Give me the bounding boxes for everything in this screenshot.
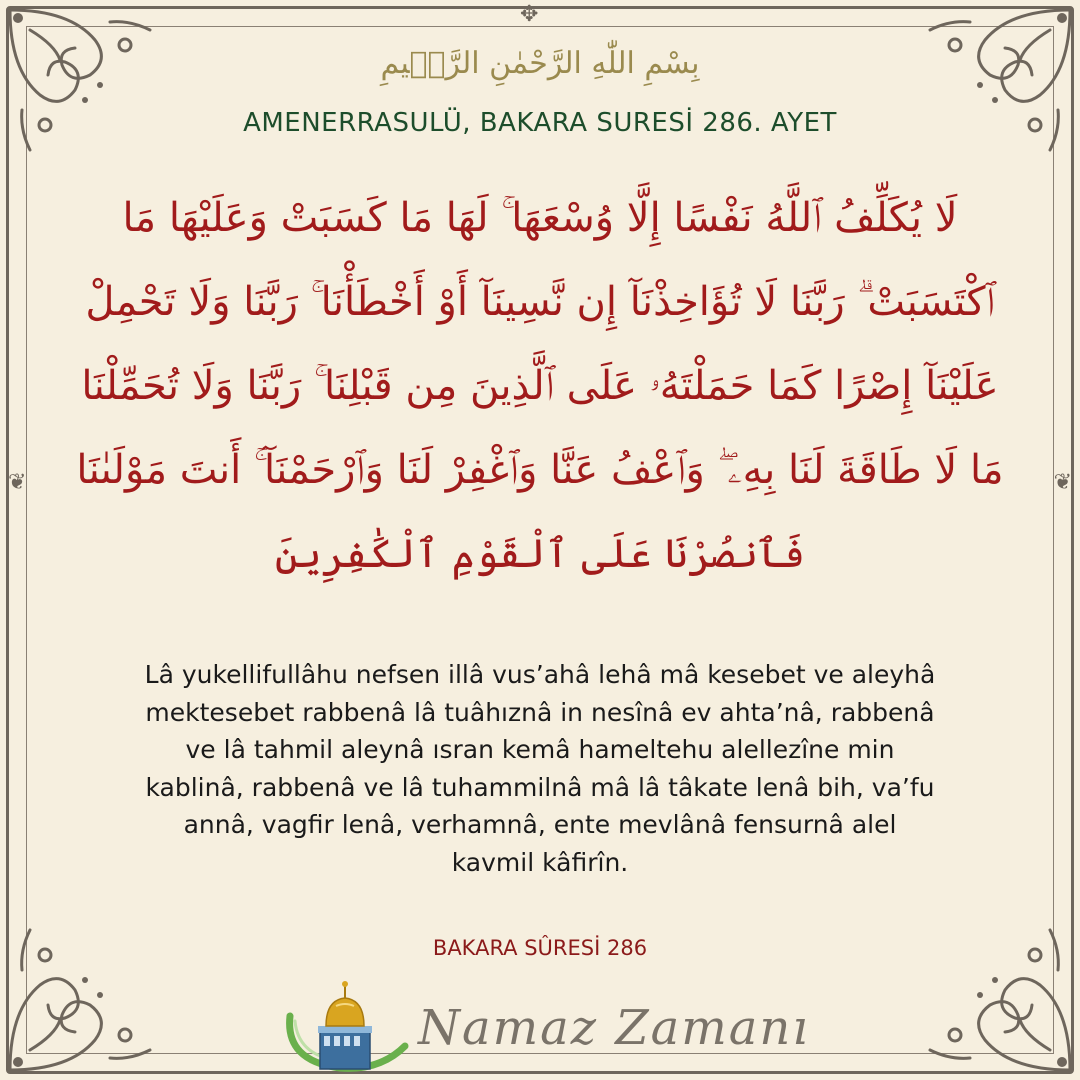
transliteration xyxy=(60,656,1020,881)
transliteration-line: mektesebet rabbenâ lâ tuâhıznâ in nesînâ ev ahta’nâ, rabbenâ xyxy=(145,697,935,727)
transliteration-line: kablinâ, rabbenâ ve lâ tuhammilnâ mâ lâ tâkate lenâ bih, va’fu xyxy=(145,772,935,802)
corner-ornament-icon xyxy=(910,0,1080,170)
arabic-verse-line: لَا يُكَلِّفُ ٱللَّهُ نَفْسًا إِلَّا وُسْعَهَا ۚ لَهَا مَا كَسَبَتْ وَعَلَيْهَا مَا xyxy=(122,195,958,241)
arabic-verse-line: عَلَيْنَآ إِصْرًا كَمَا حَمَلْتَهُۥ عَلَى ٱلَّذِينَ مِن قَبْلِنَا ۚ رَبَّنَا وَلَا تُحَمِّلْنَا xyxy=(81,363,999,409)
arabic-verse-line: فَٱنصُرْنَا عَلَى ٱلْقَوْمِ ٱلْكَٰفِرِينَ xyxy=(274,531,806,577)
side-ornament-icon: ❦ xyxy=(8,470,27,495)
transliteration-line: ve lâ tahmil aleynâ ısran kemâ hameltehu alellezîne min xyxy=(185,735,895,764)
transliteration-line: kavmil kâfirîn. xyxy=(451,847,629,877)
brand-name: Namaz Zamanı xyxy=(418,1000,810,1056)
brand-logo xyxy=(280,976,810,1076)
arabic-verse-line: مَا لَا طَاقَةَ لَنَا بِهِۦ ۖ وَٱعْفُ عَنَّا وَٱغْفِرْ لَنَا وَٱرْحَمْنَآ ۚ أَنتَ مَوْلَىٰنَا xyxy=(76,447,1004,493)
arabic-verse-line: ٱكْتَسَبَتْ ۗ رَبَّنَا لَا تُؤَاخِذْنَآ إِن نَّسِينَآ أَوْ أَخْطَأْنَا ۚ رَبَّنَا وَلَا تَحْمِلْ xyxy=(85,279,995,325)
surah-reference: BAKARA SÛRESİ 286 xyxy=(432,936,648,960)
side-ornament-icon: ❦ xyxy=(1053,470,1072,495)
corner-ornament-icon xyxy=(0,0,170,170)
side-ornament-icon: ✥ xyxy=(520,2,539,27)
mosque-dome-icon xyxy=(280,976,420,1076)
arabic-verse xyxy=(66,176,1014,596)
page-title: AMENERRASULÜ, BAKARA SURESİ 286. AYET xyxy=(243,108,837,138)
transliteration-line: Lâ yukellifullâhu nefsen illâ vus’ahâ lehâ mâ kesebet ve aleyhâ xyxy=(144,660,936,689)
transliteration-line: annâ, vagfir lenâ, verhamnâ, ente mevlânâ fensurnâ alel xyxy=(183,810,897,839)
basmala: بِسْمِ اللّٰهِ الرَّحْمٰنِ الرَّح۪يمِ xyxy=(380,46,700,81)
